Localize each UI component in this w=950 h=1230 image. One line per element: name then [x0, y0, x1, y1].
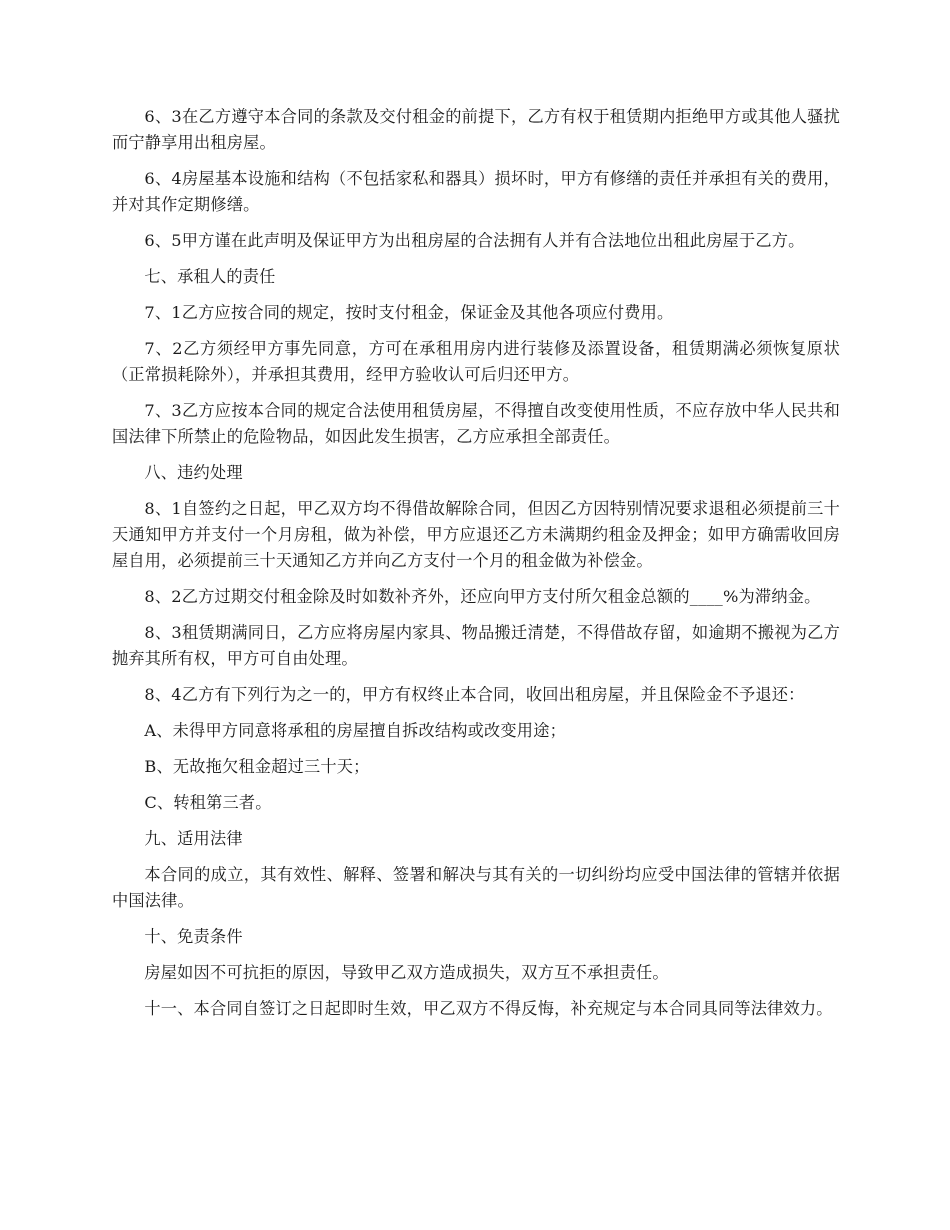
document-body — [112, 104, 840, 1032]
clause-7-3: 7、3乙方应按本合同的规定合法使用租赁房屋，不得擅自改变使用性质，不应存放中华人民共和国法律下所禁止的危险物品，如因此发生损害，乙方应承担全部责任。 — [112, 401, 840, 446]
clause-10-body: 房屋如因不可抗拒的原因，导致甲乙双方造成损失，双方互不承担责任。 — [144, 963, 669, 982]
clause-8-3: 8、3租赁期满同日，乙方应将房屋内家具、物品搬迁清楚，不得借故存留，如逾期不搬视为乙方抛弃其所有权，甲方可自由处理。 — [112, 623, 840, 668]
clause-7-1: 7、1乙方应按合同的规定，按时支付租金，保证金及其他各项应付费用。 — [144, 303, 674, 322]
clause-6-4: 6、4房屋基本设施和结构（不包括家私和器具）损坏时，甲方有修缮的责任并承担有关的费用，并对其作定期修缮。 — [112, 169, 840, 214]
clause-9-body: 本合同的成立，其有效性、解释、签署和解决与其有关的一切纠纷均应受中国法律的管辖并依据中国法律。 — [112, 865, 840, 910]
clause-6-5: 6、5甲方谨在此声明及保证甲方为出租房屋的合法拥有人并有合法地位出租此房屋于乙方。 — [144, 231, 805, 250]
clause-11: 十一、本合同自签订之日起即时生效，甲乙双方不得反悔，补充规定与本合同具同等法律效力。 — [144, 999, 833, 1018]
section-heading-9: 九、适用法律 — [144, 829, 243, 848]
section-heading-10: 十、免责条件 — [144, 927, 243, 946]
section-heading-8: 八、违约处理 — [144, 463, 243, 482]
list-item-c: C、转租第三者。 — [144, 793, 272, 812]
clause-7-2: 7、2乙方须经甲方事先同意，方可在承租用房内进行装修及添置设备，租赁期满必须恢复原状（正常损耗除外），并承担其费用，经甲方验收认可后归还甲方。 — [112, 339, 840, 384]
clause-8-4: 8、4乙方有下列行为之一的，甲方有权终止本合同，收回出租房屋，并且保险金不予退还： — [144, 685, 805, 704]
clause-8-2: 8、2乙方过期交付租金除及时如数补齐外，还应向甲方支付所欠租金总额的____%为滞纳金。 — [144, 587, 821, 606]
list-item-b: B、无故拖欠租金超过三十天； — [144, 757, 370, 776]
clause-6-3: 6、3在乙方遵守本合同的条款及交付租金的前提下，乙方有权于租赁期内拒绝甲方或其他人骚扰而宁静享用出租房屋。 — [112, 107, 840, 152]
section-heading-7: 七、承租人的责任 — [144, 267, 276, 286]
list-item-a: A、未得甲方同意将承租的房屋擅自拆改结构或改变用途； — [144, 721, 566, 740]
clause-8-1: 8、1自签约之日起，甲乙双方均不得借故解除合同，但因乙方因特别情况要求退租必须提前三十天通知甲方并支付一个月房租，做为补偿，甲方应退还乙方未满期约租金及押金；如甲方确需收回房屋自用，必须提前三十天通知乙方并向乙方支付一个月的租金做为补偿金。 — [112, 499, 840, 570]
